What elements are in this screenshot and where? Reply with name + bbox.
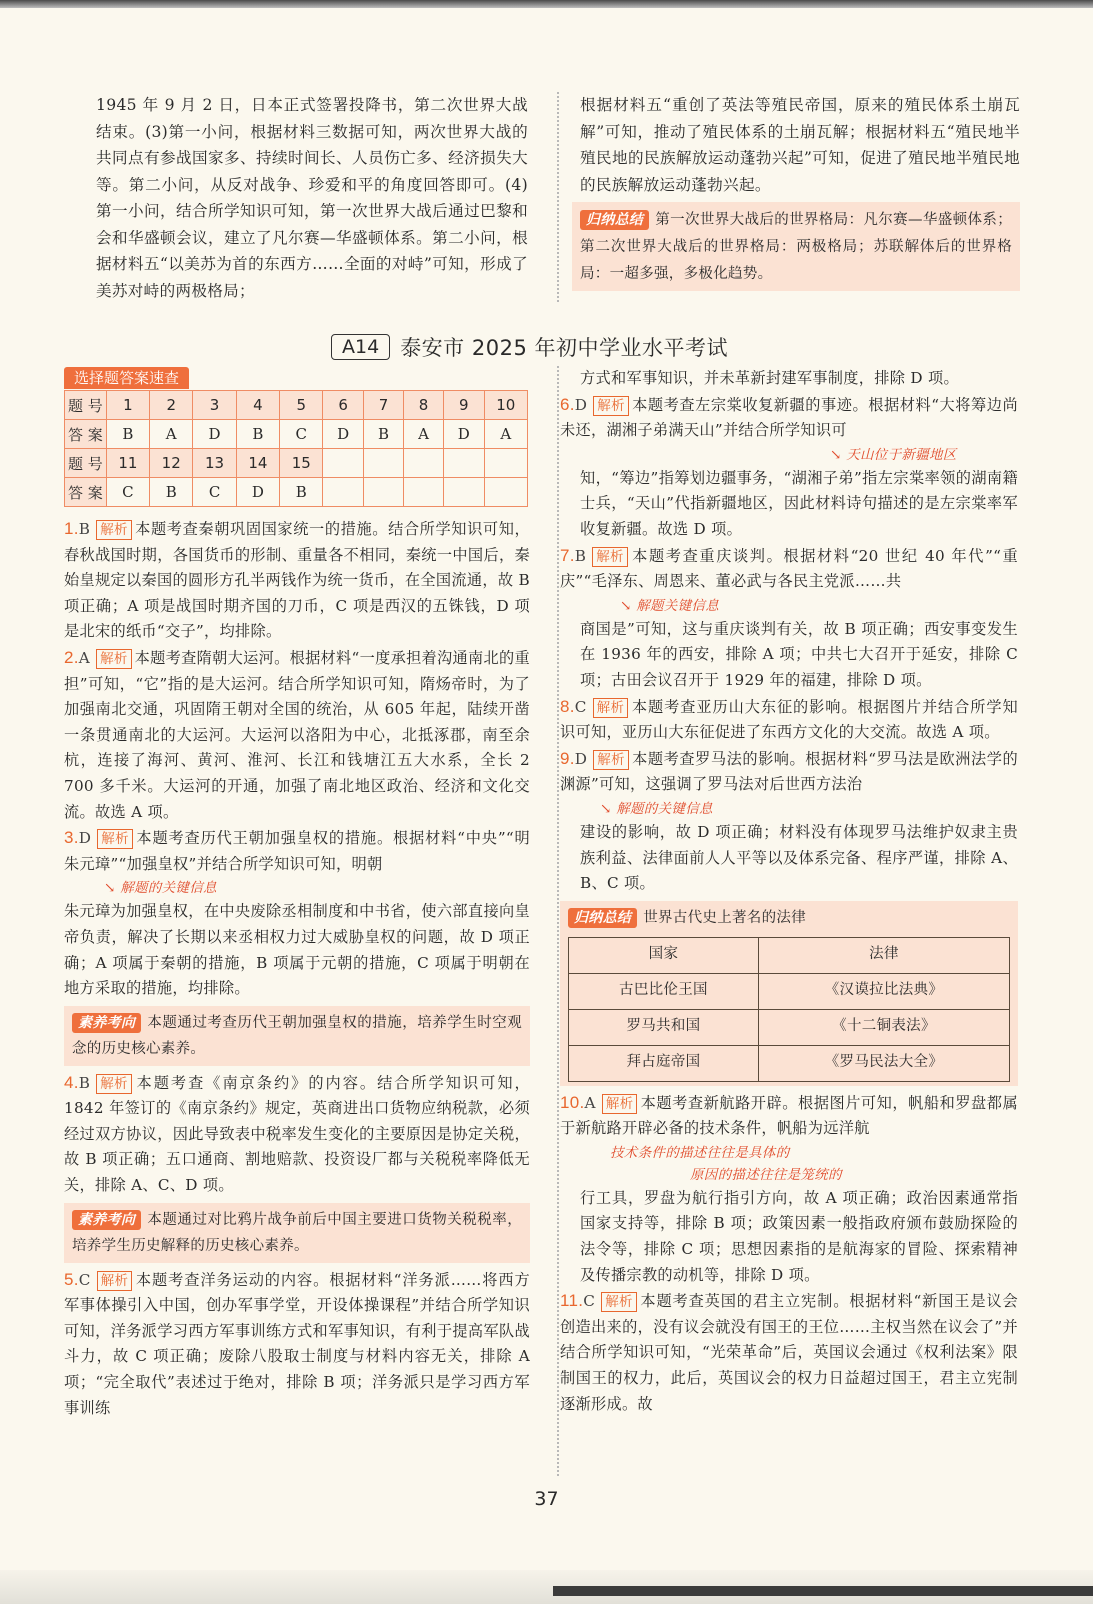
row-label: 答 案 <box>65 478 107 507</box>
q-number: 8. <box>560 696 575 716</box>
table-row <box>569 1009 1010 1045</box>
q-answer: A <box>584 1093 596 1112</box>
law-header: 国家 <box>569 937 759 973</box>
answer-table <box>64 390 528 507</box>
q-cell <box>363 449 403 478</box>
row-label: 题 号 <box>65 391 107 420</box>
a-cell: C <box>106 478 149 507</box>
q-cell: 14 <box>236 449 279 478</box>
q-cell: 11 <box>106 449 149 478</box>
q-analysis-cont: 商国是”可知，这与重庆谈判有关，故 B 项正确；西安事变发生在 1936 年的西安，排除 A 项；中共七大召开于延安，排除 C 项；古田会议召开于 1929 年的福建，排除 D 项。 <box>580 619 1018 689</box>
handwritten-note: 原因的描述往往是笼统的 <box>690 1166 842 1183</box>
table-row <box>65 478 528 507</box>
table-row <box>65 391 528 420</box>
a-cell: B <box>150 478 193 507</box>
upper-left-text <box>96 92 528 304</box>
q5-continued: 方式和军事知识，并未革新封建军事制度，排除 D 项。 <box>580 369 959 387</box>
handwritten-note: ↘ 解题的关键信息 <box>600 800 713 817</box>
literacy-box <box>64 1006 530 1066</box>
a-cell: A <box>150 420 193 449</box>
a-cell: A <box>404 420 444 449</box>
q-analysis: 本题考查洋务运动的内容。根据材料“洋务派……将西方军事体操引入中国，创办军事学堂，开设体操课程”并结合所学知识可知，洋务派学习西方军事训练方式和军事知识，有利于提高军队战斗力，故 C 项正确；废除八股取士制度与材料内容无关，排除 A 项；“完全取代”表述过于绝对，排除 B 项；洋务派只是学习西方军事训练 <box>64 1270 530 1417</box>
note-text: 解题的关键信息 <box>120 880 217 897</box>
q-analysis: 本题考查罗马法的影响。根据材料“罗马法是欧洲法学的渊源”可知，这强调了罗马法对后世西方法治 <box>560 749 1018 794</box>
q-cell: 13 <box>193 449 236 478</box>
question-9 <box>560 746 1018 798</box>
q-number: 3. <box>64 828 79 848</box>
q-cell: 3 <box>193 391 236 420</box>
q-analysis-cont: 知，“筹边”指筹划边疆事务，“湖湘子弟”指左宗棠率领的湖南籍士兵，“天山”代指新疆地区，因此材料诗句描述的是左宗棠率军收复新疆。故选 D 项。 <box>580 468 1018 538</box>
q-analysis: 本题考查重庆谈判。根据材料“20 世纪 40 年代”“重庆”“毛泽东、周恩来、董必武与各民主党派……共 <box>560 546 1018 591</box>
lower-right-column <box>560 366 1018 1417</box>
q-number: 10. <box>560 1092 585 1112</box>
q-number: 11. <box>560 1291 584 1311</box>
analysis-label: 解析 <box>593 396 629 416</box>
question-7 <box>560 543 1018 595</box>
q-cell: 10 <box>484 391 527 420</box>
law-cell: 罗马共和国 <box>569 1009 759 1045</box>
q-analysis: 本题考查历代王朝加强皇权的措施。根据材料“中央”“明朱元璋”“加强皇权”并结合所学知识可知，明朝 <box>64 829 530 873</box>
analysis-label: 解析 <box>96 520 132 540</box>
q-answer: B <box>574 546 587 565</box>
question-4 <box>64 1070 530 1199</box>
q-analysis-cont: 朱元璋为加强皇权，在中央废除丞相制度和中书省，使六部直接向皇帝负责，解决了长期以来丞相权力过大威胁皇权的问题，故 D 项正确；A 项属于秦朝的措施，B 项属于元朝的措施，C 项属于明朝在地方采取的措施，均排除。 <box>64 902 530 998</box>
table-row <box>65 449 528 478</box>
q-analysis: 本题考查亚历山大东征的影响。根据图片并结合所学知识可知，亚历山大东征促进了东西方文化的大交流。故选 A 项。 <box>560 697 1018 742</box>
a-cell <box>484 478 527 507</box>
q-cell <box>404 449 444 478</box>
q-number: 6. <box>560 394 575 414</box>
a-cell: B <box>106 420 149 449</box>
q-number: 5. <box>64 1269 79 1289</box>
a-cell: B <box>236 420 279 449</box>
question-10 <box>560 1090 1018 1142</box>
summary-text: 第一次世界大战后的世界格局：凡尔赛—华盛顿体系；第二次世界大战后的世界格局：两极格局；苏联解体后的世界格局：一超多强，多极化趋势。 <box>580 212 1012 282</box>
summary-tag: 归纳总结 <box>580 210 649 230</box>
bottom-scan-edge <box>0 1570 1093 1604</box>
analysis-label: 解析 <box>96 649 132 669</box>
q-number: 4. <box>64 1072 79 1092</box>
q-number: 7. <box>560 545 575 565</box>
q-cell: 2 <box>150 391 193 420</box>
a-cell: D <box>236 478 279 507</box>
question-5 <box>64 1267 530 1422</box>
law-header: 法律 <box>758 937 1009 973</box>
a-cell: D <box>444 420 485 449</box>
q-answer: D <box>78 829 92 848</box>
note-text: 解题关键信息 <box>636 597 720 614</box>
q-analysis-cont: 建设的影响，故 D 项正确；材料没有体现罗马法维护奴隶主贵族利益、法律面前人人平等以及体系完备、程序严谨，排除 A、B、C 项。 <box>580 822 1018 893</box>
q-analysis-cont: 行工具，罗盘为航行指引方向，故 A 项正确；政治因素通常指国家支持等，排除 B 项；政策因素一般指政府颁布鼓励探险的法令等，排除 C 项；思想因素指的是航海家的冒险、探索精神及传播宗教的动机等，排除 D 项。 <box>580 1188 1018 1284</box>
summary-box-law <box>560 901 1018 1086</box>
a-cell <box>444 478 485 507</box>
q-cell: 5 <box>280 391 323 420</box>
question-11 <box>560 1288 1018 1417</box>
q-cell: 1 <box>106 391 149 420</box>
q-cell: 12 <box>150 449 193 478</box>
a-cell: D <box>193 420 236 449</box>
q-number: 2. <box>64 647 79 667</box>
q-number: 9. <box>560 748 575 768</box>
summary-box-top <box>572 202 1020 291</box>
analysis-label: 解析 <box>97 829 133 849</box>
q-answer: B <box>78 520 91 538</box>
table-row <box>569 1045 1010 1081</box>
summary-tag: 归纳总结 <box>568 908 637 928</box>
section-header <box>331 332 728 362</box>
q-analysis: 本题考查英国的君主立宪制。根据材料“新国王是议会创造出来的，没有议会就没有国王的王位……主权当然在议会了”并结合所学知识可知，“光荣革命”后，英国议会通过《权利法案》限制国王的权力，此后，英国议会的权力日益超过国王，君主立宪制逐渐形成。故 <box>560 1292 1018 1413</box>
q-answer: C <box>574 697 587 716</box>
lower-divider <box>557 366 559 1476</box>
q-answer: D <box>574 395 588 414</box>
note-text: 解题的关键信息 <box>616 800 713 817</box>
analysis-label: 解析 <box>592 547 628 567</box>
q-analysis: 本题考查左宗棠收复新疆的事迹。根据材料“大将筹边尚未还，湖湘子弟满天山”并结合所学知识可 <box>560 395 1018 440</box>
q-cell: 15 <box>280 449 323 478</box>
upper-left-paragraph: 1945 年 9 月 2 日，日本正式签署投降书，第二次世界大战结束。(3)第一小问，根据材料三数据可知，两次世界大战的共同点有参战国家多、持续时间长、人员伤亡多、经济损失大等。第二小问，从反对战争、珍爱和平的角度回答即可。(4)第一小问，结合所学知识可知，第一次世界大战后通过巴黎和会和华盛顿会议，建立了凡尔赛—华盛顿体系。第二小问，根据材料五“以美苏为首的东西方……全面的对峙”可知，形成了美苏对峙的两极格局； <box>96 96 528 300</box>
law-cell: 拜占庭帝国 <box>569 1045 759 1081</box>
literacy-box <box>64 1203 530 1263</box>
q-analysis: 本题考查秦朝巩固国家统一的措施。结合所学知识可知，春秋战国时期，各国货币的形制、重量各不相同，秦统一中国后，秦始皇规定以秦国的圆形方孔半两钱作为统一货币，在全国流通，故 B 项正确；A 项是战国时期齐国的刀币，C 项是西汉的五铢钱，D 项是北宋的纸币“交子”，均排除。 <box>64 520 530 641</box>
question-2 <box>64 645 530 825</box>
top-scan-edge <box>0 0 1093 8</box>
handwritten-note: ↘ 解题的关键信息 <box>104 880 217 897</box>
law-cell: 《罗马民法大全》 <box>758 1045 1009 1081</box>
literacy-text: 本题通过考查历代王朝加强皇权的措施，培养学生时空观念的历史核心素养。 <box>72 1014 522 1057</box>
handwritten-note: ↘ 解题关键信息 <box>620 597 720 614</box>
q-cell <box>444 449 485 478</box>
question-8 <box>560 694 1018 746</box>
upper-right-text <box>580 92 1020 295</box>
analysis-label: 解析 <box>602 1094 638 1114</box>
law-cell: 《十二铜表法》 <box>758 1009 1009 1045</box>
upper-right-paragraph: 根据材料五“重创了英法等殖民帝国，原来的殖民体系土崩瓦解”可知，推动了殖民体系的土崩瓦解；根据材料五“殖民地半殖民地的民族解放运动蓬勃兴起”可知，促进了殖民地半殖民地的民族解放运动蓬勃兴起。 <box>580 96 1020 194</box>
a-cell <box>363 478 403 507</box>
section-title: 泰安市 2025 年初中学业水平考试 <box>400 336 728 360</box>
q-cell <box>484 449 527 478</box>
q-cell: 9 <box>444 391 485 420</box>
a-cell: A <box>484 420 527 449</box>
law-cell: 《汉谟拉比法典》 <box>758 973 1009 1009</box>
q-cell: 7 <box>363 391 403 420</box>
analysis-label: 解析 <box>593 750 629 770</box>
table-row <box>569 973 1010 1009</box>
table-row <box>569 937 1010 973</box>
q-answer: C <box>78 1270 91 1289</box>
question-1 <box>64 516 530 645</box>
handwritten-note: ↘ 天山位于新疆地区 <box>830 446 957 463</box>
q-cell: 6 <box>323 391 364 420</box>
a-cell: C <box>193 478 236 507</box>
a-cell <box>323 478 364 507</box>
row-label: 题 号 <box>65 449 107 478</box>
analysis-label: 解析 <box>97 1271 133 1291</box>
q-answer: B <box>78 1073 91 1092</box>
a-cell: B <box>363 420 403 449</box>
handwritten-note: 技术条件的描述往往是具体的 <box>610 1144 790 1161</box>
a-cell <box>404 478 444 507</box>
q-number: 1. <box>64 519 79 538</box>
table-row <box>65 420 528 449</box>
law-cell: 古巴比伦王国 <box>569 973 759 1009</box>
answer-quick-label: 选择题答案速查 <box>64 367 189 389</box>
literacy-text: 本题通过对比鸦片战争前后中国主要进口货物关税税率，培养学生历史解释的历史核心素养。 <box>72 1211 522 1254</box>
q-answer: A <box>78 648 91 667</box>
a-cell: B <box>280 478 323 507</box>
summary-title: 世界古代史上著名的法律 <box>643 909 807 926</box>
literacy-tag: 素养考向 <box>72 1013 141 1033</box>
q-analysis: 本题考查隋朝大运河。根据材料“一度承担着沟通南北的重担”可知，“它”指的是大运河。结合所学知识可知，隋炀帝时，为了加强南北交通，巩固隋王朝对全国的统治，从 605 年起，陆续开凿一条贯通南北的大运河。大运河以洛阳为中心，北抵涿郡，南至余杭，连接了海河、黄河、淮河、长江和钱塘江五大水系，全长 2 700 多千米。大运河的开通，加强了南北地区政治、经济和文化交流。故选 A 项。 <box>64 648 530 821</box>
q-answer: C <box>583 1292 596 1311</box>
section-code: A14 <box>331 334 390 360</box>
note-text: 天山位于新疆地区 <box>846 446 957 463</box>
analysis-label: 解析 <box>96 1074 132 1094</box>
q-analysis: 本题考查《南京条约》的内容。结合所学知识可知，1842 年签订的《南京条约》规定，英商进出口货物应纳税款，必须经过双方协议，因此导致表中税率发生变化的主要原因是协定关税，故 B 项正确；五口通商、割地赔款、投资设厂都与关税税率降低无关，排除 A、C、D 项。 <box>64 1073 530 1195</box>
q-cell: 8 <box>404 391 444 420</box>
row-label: 答 案 <box>65 420 107 449</box>
lower-left-column <box>64 516 530 1421</box>
q-analysis: 本题考查新航路开辟。根据图片可知，帆船和罗盘都属于新航路开辟必备的技术条件，帆船为远洋航 <box>560 1093 1018 1138</box>
literacy-tag: 素养考向 <box>72 1210 141 1230</box>
analysis-label: 解析 <box>593 698 629 718</box>
a-cell: D <box>323 420 364 449</box>
q-answer: D <box>574 749 588 768</box>
law-table <box>568 937 1010 1082</box>
question-3 <box>64 825 530 877</box>
analysis-label: 解析 <box>601 1292 637 1312</box>
upper-divider <box>557 92 559 302</box>
page-number: 37 <box>534 1488 559 1510</box>
q-cell <box>323 449 364 478</box>
a-cell: C <box>280 420 323 449</box>
question-6 <box>560 392 1018 444</box>
q-cell: 4 <box>236 391 279 420</box>
